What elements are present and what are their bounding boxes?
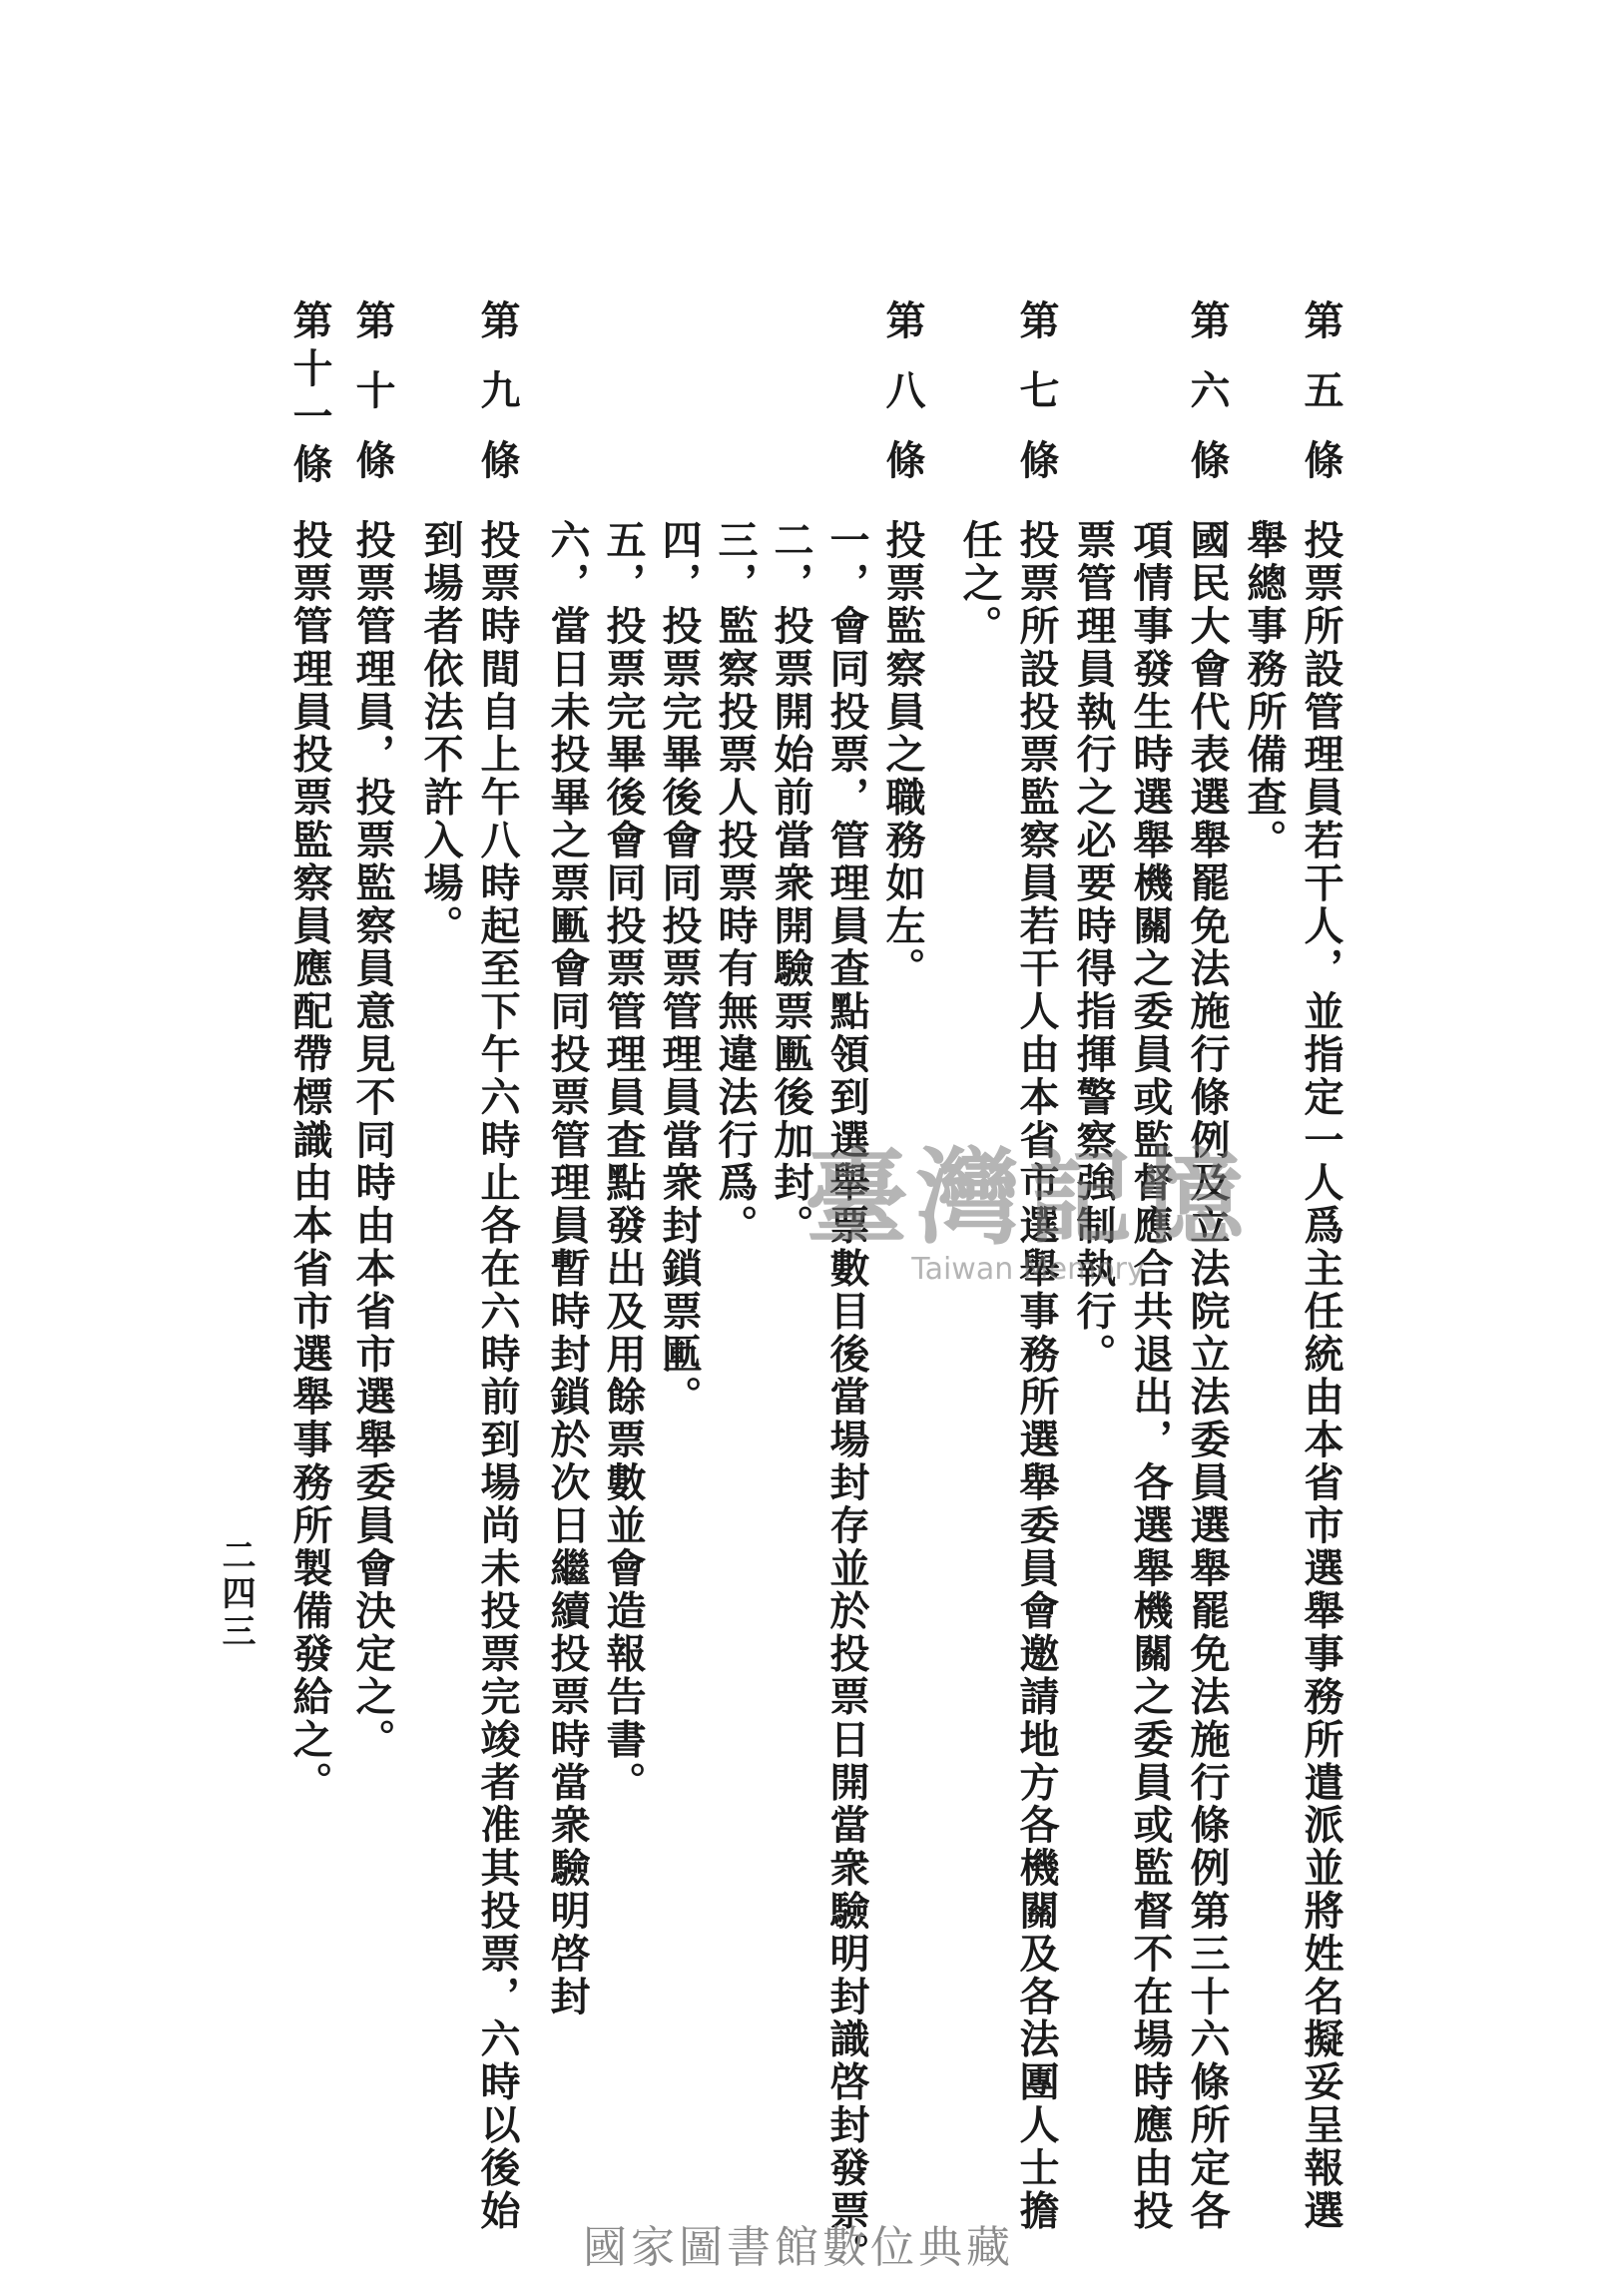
article-8-item-2: 二，投票開始前當衆開驗票匭後加封。 <box>768 519 814 1248</box>
article-heading-6: 第六條 <box>1184 299 1231 509</box>
article-5-line-1: 投票所設管理員若干人，並指定一人爲主任統由本省市選舉事務所遣派並將姓名擬妥呈報選 <box>1298 519 1344 2232</box>
article-6-line-3: 票管理員執行之必要時得指揮警察強制執行。 <box>1070 519 1117 1376</box>
article-8-intro: 投票監察員之職務如左。 <box>879 519 926 990</box>
article-9-line-1: 投票時間自上午八時起至下午六時止各在六時前到場尚未投票完竣者准其投票，六時以後始 <box>474 519 521 2232</box>
article-8-item-4: 四，投票完畢後會同投票管理員當衆封鎖票匭。 <box>656 519 703 1419</box>
article-6-line-2: 項情事發生時選舉機關之委員或監督應合共退出，各選舉機關之委員或監督不在場時應由投 <box>1127 519 1174 2232</box>
footer-library-label: 國家圖書館數位典藏 <box>583 2222 1014 2273</box>
page-number: 二四三 <box>216 1537 256 1651</box>
watermark <box>798 1138 1258 1287</box>
article-heading-9: 第九條 <box>474 299 521 509</box>
article-6-line-1: 國民大會代表選舉罷免法施行條例及立法院立法委員選舉罷免法施行條例第三十六條所定各 <box>1184 519 1231 2232</box>
article-10-line-1: 投票管理員，投票監察員意見不同時由本省市選舉委員會決定之。 <box>349 519 396 1762</box>
article-11-line-1: 投票管理員投票監察員應配帶標識由本省市選舉事務所製備發給之。 <box>286 519 333 1804</box>
article-8-item-6: 六，當日未投畢之票匭會同投票管理員暫時封鎖於次日繼續投票時當衆驗明啓封 <box>544 519 591 2018</box>
article-heading-11: 第十一條 <box>286 299 333 491</box>
watermark-logo-text: 臺灣記憶 <box>803 1136 1252 1259</box>
article-heading-8: 第八條 <box>879 299 926 509</box>
watermark-english-text: Taiwan Memory <box>911 1252 1145 1287</box>
article-5-line-2: 舉總事務所備查。 <box>1241 519 1288 862</box>
article-8-item-3: 三，監察投票人投票時有無違法行爲。 <box>712 519 759 1248</box>
article-heading-7: 第七條 <box>1013 299 1060 509</box>
article-heading-5: 第五條 <box>1298 299 1344 509</box>
article-7-line-2: 任之。 <box>956 519 1003 648</box>
article-7-line-1: 投票所設投票監察員若干人由本省市選舉事務所選舉委員會邀請地方各機關及各法團人士擔 <box>1013 519 1060 2232</box>
article-8-item-1: 一，會同投票，管理員查點領到選舉票數目後當場封存並於投票日開當衆驗明封識啓封發票。 <box>823 519 870 2275</box>
article-8-item-5: 五，投票完畢後會同投票管理員查點發出及用餘票數並會造報告書。 <box>600 519 647 1804</box>
article-heading-10: 第十條 <box>349 299 396 509</box>
article-9-line-2: 到場者依法不許入場。 <box>417 519 464 947</box>
